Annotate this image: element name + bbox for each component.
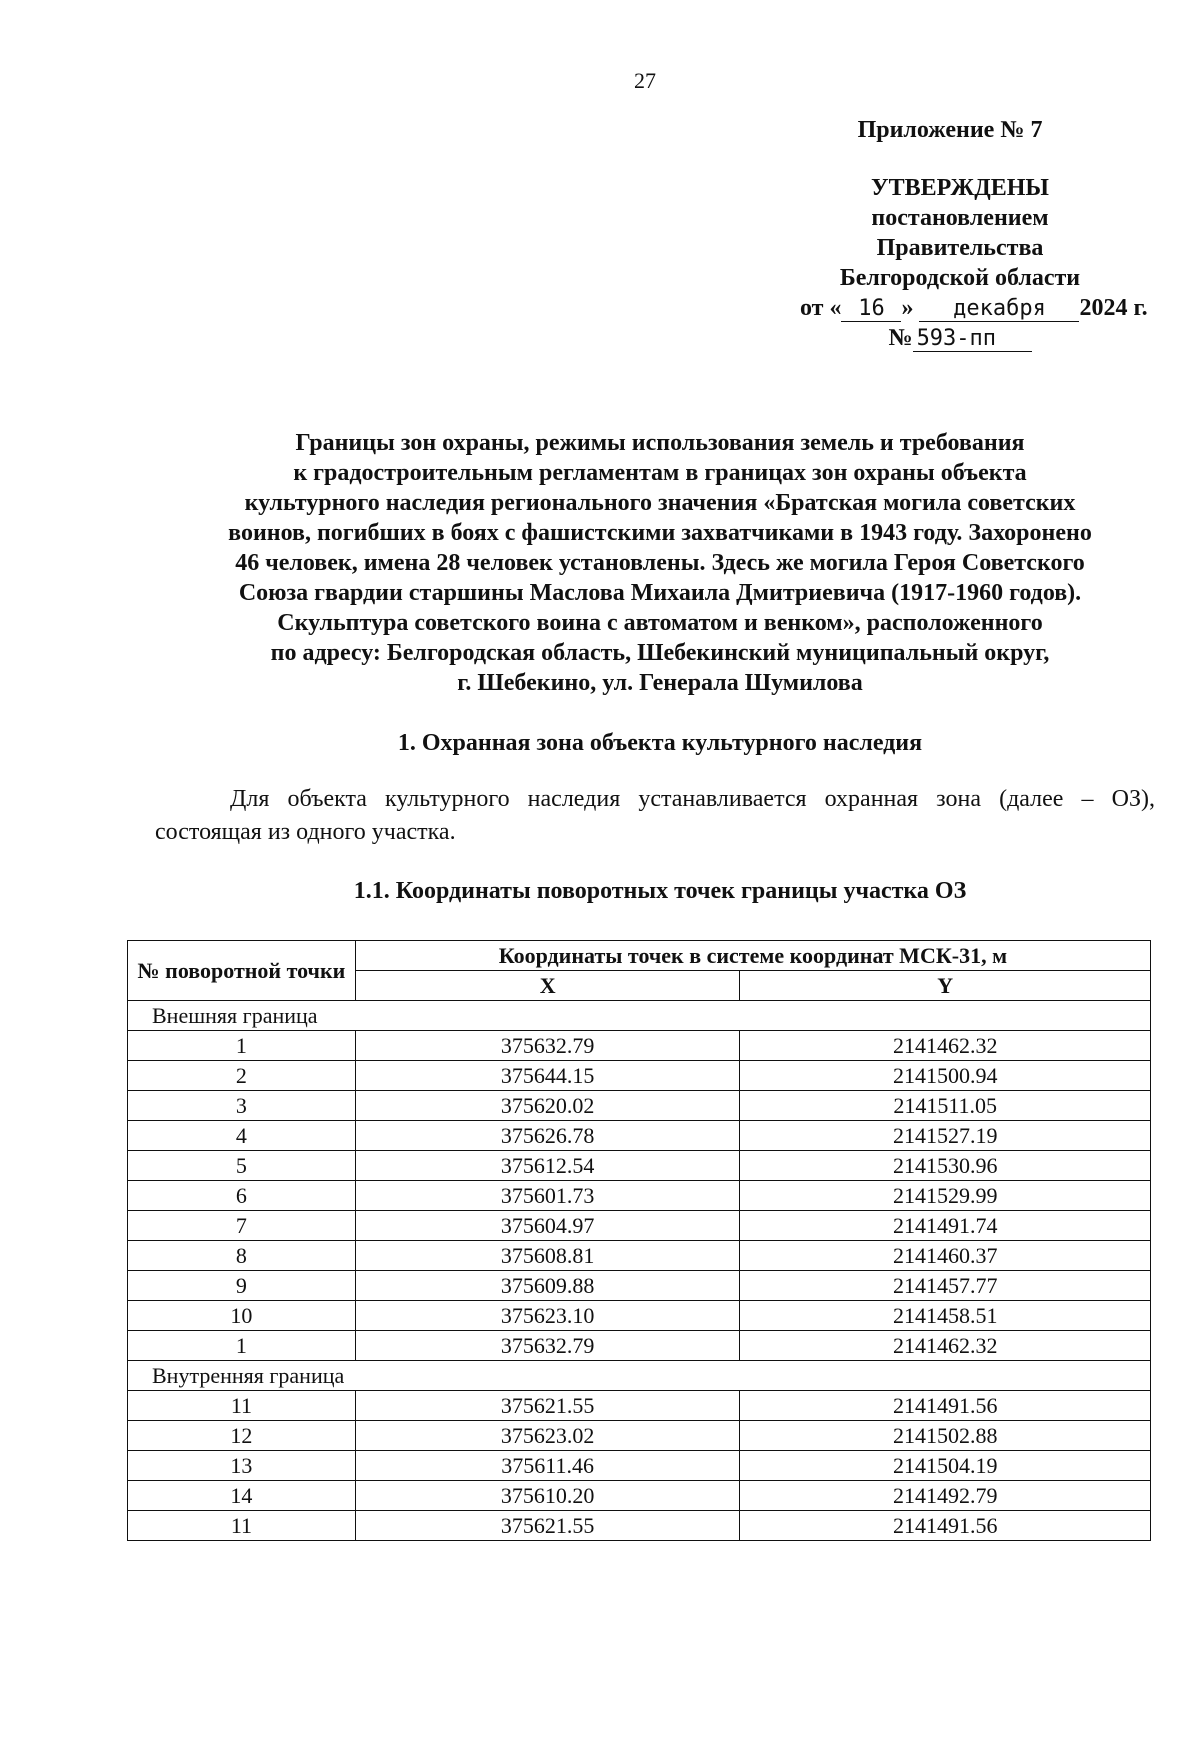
cell-y: 2141460.37	[740, 1241, 1151, 1271]
cell-y: 2141504.19	[740, 1451, 1151, 1481]
table-row	[128, 1301, 1151, 1331]
table-row	[128, 1091, 1151, 1121]
title-line: культурного наследия регионального значения «Братская могила советских	[244, 490, 1076, 516]
table-row	[128, 1511, 1151, 1541]
date-day: 16	[841, 297, 901, 322]
table-row	[128, 1271, 1151, 1301]
approval-stamp	[800, 173, 1148, 353]
cell-y: 2141457.77	[740, 1271, 1151, 1301]
cell-point-number: 9	[128, 1271, 356, 1301]
cell-y: 2141462.32	[740, 1031, 1151, 1061]
table-row	[128, 1031, 1151, 1061]
table-row	[128, 1451, 1151, 1481]
cell-y: 2141491.56	[740, 1511, 1151, 1541]
coordinates-table	[127, 940, 1151, 1541]
date-prefix: от «	[800, 295, 842, 321]
header-x: X	[355, 971, 740, 1001]
cell-x: 375621.55	[355, 1511, 740, 1541]
cell-x: 375608.81	[355, 1241, 740, 1271]
table-row	[128, 1421, 1151, 1451]
cell-x: 375626.78	[355, 1121, 740, 1151]
table-row	[128, 1181, 1151, 1211]
cell-point-number: 8	[128, 1241, 356, 1271]
approval-number	[800, 323, 1120, 353]
title-line: г. Шебекино, ул. Генерала Шумилова	[457, 670, 863, 696]
annex-label: Приложение № 7	[857, 117, 1043, 143]
approval-line-2: Белгородской области	[839, 265, 1081, 291]
number-value: 593-пп	[913, 327, 1032, 352]
date-month: декабря	[919, 297, 1079, 322]
number-prefix: №	[888, 325, 913, 351]
document-title	[140, 428, 1180, 698]
title-line: Границы зон охраны, режимы использования земель и требования	[295, 430, 1025, 456]
cell-x: 375611.46	[355, 1451, 740, 1481]
cell-y: 2141511.05	[740, 1091, 1151, 1121]
title-line: к градостроительным регламентам в границах зон охраны объекта	[293, 460, 1027, 486]
cell-x: 375644.15	[355, 1061, 740, 1091]
cell-x: 375609.88	[355, 1271, 740, 1301]
cell-y: 2141491.74	[740, 1211, 1151, 1241]
approval-date	[800, 293, 1148, 323]
title-line: Скульптура советского воина с автоматом и венком», расположенного	[277, 610, 1043, 636]
cell-y: 2141527.19	[740, 1121, 1151, 1151]
cell-point-number: 3	[128, 1091, 356, 1121]
cell-y: 2141502.88	[740, 1421, 1151, 1451]
cell-point-number: 13	[128, 1451, 356, 1481]
title-line: воинов, погибших в боях с фашистскими захватчиками в 1943 году. Захоронено	[228, 520, 1092, 546]
table-row	[128, 1331, 1151, 1361]
cell-x: 375601.73	[355, 1181, 740, 1211]
table-row	[128, 1061, 1151, 1091]
cell-y: 2141458.51	[740, 1301, 1151, 1331]
cell-point-number: 4	[128, 1121, 356, 1151]
cell-y: 2141462.32	[740, 1331, 1151, 1361]
cell-y: 2141491.56	[740, 1391, 1151, 1421]
section-1-paragraph: Для объекта культурного наследия устанавливается охранная зона (далее – ОЗ), состоящая из одного участка.	[155, 786, 1155, 845]
approval-block	[700, 115, 1148, 353]
cell-y: 2141492.79	[740, 1481, 1151, 1511]
header-point-number: № поворотной точки	[128, 941, 356, 1001]
table-row	[128, 1211, 1151, 1241]
table-group-row	[128, 1361, 1151, 1391]
cell-y: 2141530.96	[740, 1151, 1151, 1181]
header-coordinates: Координаты точек в системе координат МСК-31, м	[355, 941, 1150, 971]
table-row	[128, 1481, 1151, 1511]
cell-point-number: 10	[128, 1301, 356, 1331]
cell-x: 375610.20	[355, 1481, 740, 1511]
date-year: 2024 г.	[1079, 295, 1148, 321]
cell-x: 375604.97	[355, 1211, 740, 1241]
cell-x: 375612.54	[355, 1151, 740, 1181]
group-label: Внутренняя граница	[128, 1361, 1151, 1391]
cell-x: 375623.02	[355, 1421, 740, 1451]
approval-line-1: постановлением Правительства	[871, 205, 1049, 261]
cell-x: 375632.79	[355, 1331, 740, 1361]
table-row	[128, 1121, 1151, 1151]
cell-point-number: 5	[128, 1151, 356, 1181]
cell-point-number: 12	[128, 1421, 356, 1451]
title-line: Союза гвардии старшины Маслова Михаила Дмитриевича (1917-1960 годов).	[238, 580, 1082, 606]
group-label: Внешняя граница	[128, 1001, 1151, 1031]
title-line: 46 человек, имена 28 человек установлены. Здесь же могила Героя Советского	[235, 550, 1085, 576]
cell-point-number: 11	[128, 1511, 356, 1541]
page-number: 27	[634, 68, 656, 93]
section-1-heading: 1. Охранная зона объекта культурного наследия	[397, 730, 923, 756]
approved-label: УТВЕРЖДЕНЫ	[871, 175, 1049, 201]
cell-x: 375632.79	[355, 1031, 740, 1061]
table-body	[128, 1001, 1151, 1541]
header-y: Y	[740, 971, 1151, 1001]
cell-x: 375623.10	[355, 1301, 740, 1331]
cell-y: 2141529.99	[740, 1181, 1151, 1211]
cell-point-number: 14	[128, 1481, 356, 1511]
cell-point-number: 7	[128, 1211, 356, 1241]
date-mid: »	[901, 295, 914, 321]
table-row	[128, 1241, 1151, 1271]
title-line: по адресу: Белгородская область, Шебекинский муниципальный округ,	[270, 640, 1050, 666]
cell-point-number: 1	[128, 1031, 356, 1061]
cell-point-number: 11	[128, 1391, 356, 1421]
cell-x: 375620.02	[355, 1091, 740, 1121]
cell-x: 375621.55	[355, 1391, 740, 1421]
table-row	[128, 1151, 1151, 1181]
cell-y: 2141500.94	[740, 1061, 1151, 1091]
table-row	[128, 1391, 1151, 1421]
cell-point-number: 2	[128, 1061, 356, 1091]
cell-point-number: 6	[128, 1181, 356, 1211]
cell-point-number: 1	[128, 1331, 356, 1361]
table-group-row	[128, 1001, 1151, 1031]
subsection-heading: 1.1. Координаты поворотных точек границы участка ОЗ	[353, 878, 967, 904]
